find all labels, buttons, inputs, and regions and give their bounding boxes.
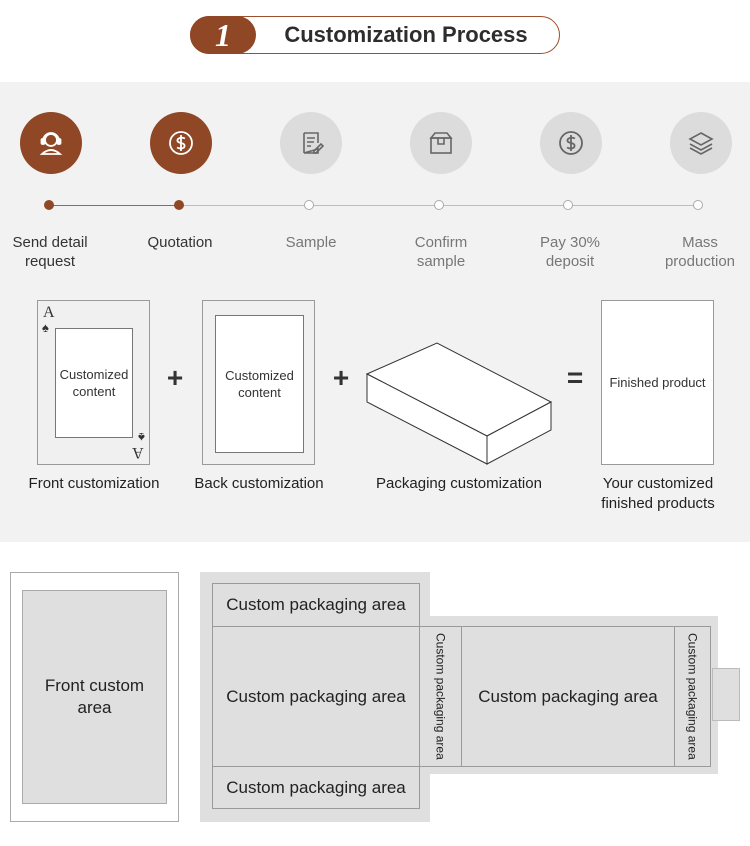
step-6-dot (693, 200, 703, 210)
front-card (37, 300, 150, 465)
packaging-caption: Packaging customization (376, 475, 542, 492)
plus-sign: + (166, 362, 184, 393)
card-corner-rank-bottom: A (132, 444, 144, 461)
back-content-area: Customized content (215, 315, 304, 453)
step-6-label: Mass production (664, 234, 736, 270)
front-caption: Front customization (28, 475, 160, 492)
result-caption: Your customized finished products (601, 475, 715, 512)
finished-product-card: Finished product (601, 300, 714, 465)
back-card (202, 300, 315, 465)
side-panel-label: Custom packaging area (685, 633, 700, 760)
packaging-box-illustration (365, 340, 553, 468)
back-caption: Back customization (194, 475, 324, 492)
spade-icon: ♠ (138, 430, 145, 445)
front-custom-area: Front custom area (22, 590, 167, 804)
packaging-side-panel-left (419, 626, 462, 767)
step-1-label: Send detail request (12, 234, 88, 270)
front-layout-card (10, 572, 179, 822)
step-2-label: Quotation (147, 234, 213, 251)
step-3-dot (304, 200, 314, 210)
packaging-back-panel: Custom packaging area (461, 626, 675, 767)
plus-sign: + (332, 362, 350, 393)
packaging-top-flap: Custom packaging area (212, 583, 420, 627)
side-panel-label: Custom packaging area (433, 633, 448, 760)
step-5-dot (563, 200, 573, 210)
step-1-dot (44, 200, 54, 210)
equals-sign: = (566, 362, 584, 393)
front-content-area: Customized content (55, 328, 133, 438)
step-5-label: Pay 30% deposit (539, 234, 601, 270)
section-title: Customization Process (284, 22, 528, 47)
packaging-side-panel-right (674, 626, 711, 767)
step-4-box-icon (410, 112, 472, 174)
timeline-active (49, 205, 179, 206)
step-2-dot (174, 200, 184, 210)
spade-icon: ♠ (42, 320, 49, 335)
dieline-tab (712, 668, 740, 721)
step-4-label: Confirm sample (414, 234, 468, 270)
step-2-dollar-coin-icon (150, 112, 212, 174)
step-5-dollar-coin-icon (540, 112, 602, 174)
step-1-customer-service-icon (20, 112, 82, 174)
card-corner-rank-top: A (43, 304, 55, 321)
step-3-label: Sample (285, 234, 337, 251)
packaging-front-panel: Custom packaging area (212, 626, 420, 767)
step-6-layers-icon (670, 112, 732, 174)
step-4-dot (434, 200, 444, 210)
section-number: 1 (190, 16, 256, 54)
packaging-bottom-flap: Custom packaging area (212, 766, 420, 809)
step-3-document-edit-icon (280, 112, 342, 174)
